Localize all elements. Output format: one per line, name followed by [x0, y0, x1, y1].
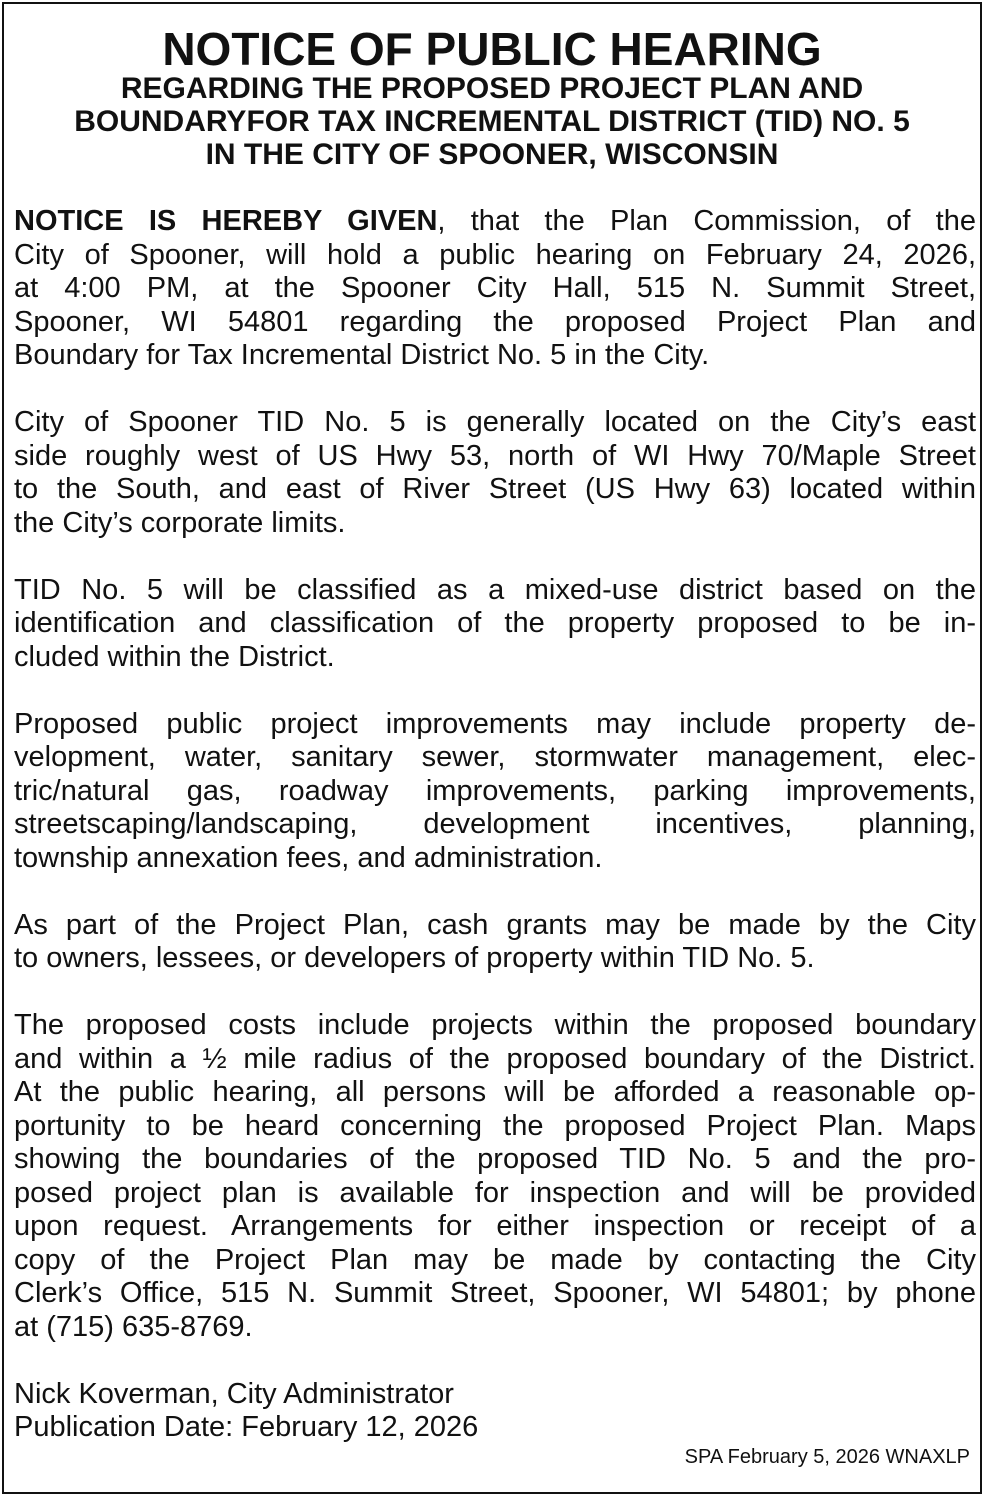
paragraph-line	[14, 205, 976, 239]
paragraph-line: Spooner, WI 54801 regarding the proposed Project Plan and	[14, 305, 976, 338]
paragraph-line: to the South, and east of River Street (US Hwy 63) located within	[14, 473, 976, 505]
paragraph-hearing-notice	[14, 205, 976, 373]
paragraph-costs-and-inspection	[14, 1009, 976, 1344]
signature-block	[14, 1378, 976, 1445]
paragraph-line: velopment, water, sanitary sewer, stormwater management, elec-	[14, 741, 976, 773]
paragraph-line: At the public hearing, all persons will be afforded a reasonable op-	[14, 1076, 976, 1108]
paragraph-line: As part of the Project Plan, cash grants may be made by the City	[14, 908, 976, 941]
paragraph-line: City of Spooner, will hold a public hearing on February 24, 2026,	[14, 238, 976, 271]
paragraph-line: township annexation fees, and administration.	[14, 841, 603, 874]
subtitle-line-1: REGARDING THE PROPOSED PROJECT PLAN AND	[120, 72, 864, 105]
signer-name-title: Nick Koverman, City Administrator	[14, 1377, 454, 1410]
notice-subtitle	[4, 72, 980, 171]
paragraph-line: posed project plan is available for inspection and will be provided	[14, 1176, 976, 1209]
paragraph-line: portunity to be heard concerning the proposed Project Plan. Maps	[14, 1109, 976, 1142]
notice-lead-phrase: NOTICE IS HEREBY GIVEN	[14, 205, 438, 237]
paragraph-line: City of Spooner TID No. 5 is generally located on the City’s east	[14, 406, 976, 438]
paragraph-line: at (715) 635-8769.	[14, 1310, 253, 1343]
public-notice	[2, 2, 982, 1494]
publication-code: SPA February 5, 2026 WNAXLP	[684, 1446, 970, 1468]
paragraph-line: copy of the Project Plan may be made by contacting the City	[14, 1243, 976, 1276]
paragraph-line: identification and classification of the property proposed to be in-	[14, 607, 976, 639]
paragraph-improvements	[14, 708, 976, 876]
paragraph-line: TID No. 5 will be classified as a mixed-use district based on the	[14, 573, 976, 606]
paragraph-line: streetscaping/landscaping, development incentives, planning,	[14, 808, 976, 840]
paragraph-line: upon request. Arrangements for either inspection or receipt of a	[14, 1210, 976, 1242]
paragraph-line: and within a ½ mile radius of the proposed boundary of the District.	[14, 1042, 976, 1075]
paragraph-line: Boundary for Tax Incremental District No. 5 in the City.	[14, 339, 710, 371]
paragraph-location	[14, 406, 976, 540]
paragraph-line: to owners, lessees, or developers of property within TID No. 5.	[14, 942, 815, 974]
paragraph-line: Clerk’s Office, 515 N. Summit Street, Spooner, WI 54801; by phone	[14, 1277, 976, 1309]
notice-body	[14, 205, 976, 1445]
paragraph-line: at 4:00 PM, at the Spooner City Hall, 515 N. Summit Street,	[14, 272, 976, 304]
subtitle-line-3: IN THE CITY OF SPOONER, WISCONSIN	[205, 138, 779, 171]
notice-title: NOTICE OF PUBLIC HEARING	[162, 23, 822, 75]
paragraph-cash-grants	[14, 909, 976, 976]
subtitle-line-2: BOUNDARYFOR TAX INCREMENTAL DISTRICT (TID) NO. 5	[74, 105, 910, 138]
paragraph-line: tric/natural gas, roadway improvements, parking improvements,	[14, 774, 976, 807]
paragraph-classification	[14, 574, 976, 675]
paragraph-line-text: , that the Plan Commission, of the	[437, 205, 976, 237]
paragraph-line: Proposed public project improvements may include property de-	[14, 707, 976, 740]
publication-date: Publication Date: February 12, 2026	[14, 1411, 479, 1443]
paragraph-line: The proposed costs include projects within the proposed boundary	[14, 1009, 976, 1041]
paragraph-line: the City’s corporate limits.	[14, 506, 346, 539]
paragraph-line: side roughly west of US Hwy 53, north of WI Hwy 70/Maple Street	[14, 439, 976, 472]
paragraph-line: cluded within the District.	[14, 640, 335, 673]
paragraph-line: showing the boundaries of the proposed TID No. 5 and the pro-	[14, 1143, 976, 1175]
